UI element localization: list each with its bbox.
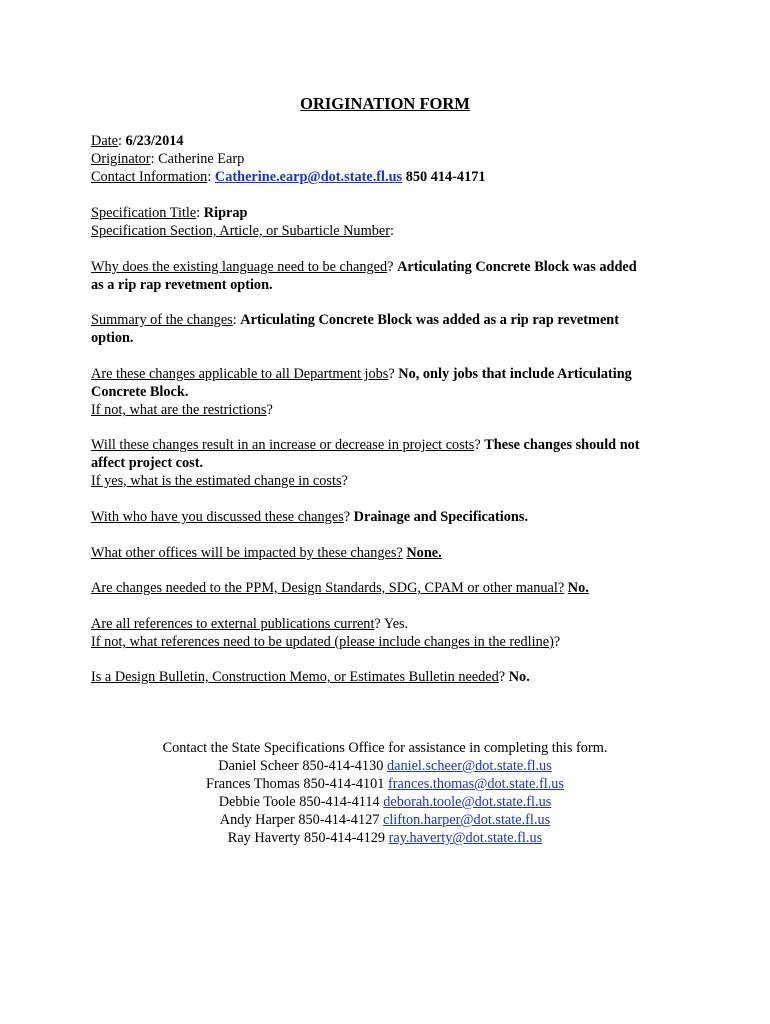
contact-person [0, 793, 770, 811]
form-title: ORIGINATION FORM [300, 94, 470, 113]
references-section [91, 615, 691, 651]
contacts-intro: Contact the State Specifications Office for assistance in completing this form. [162, 740, 608, 756]
bulletin-question: Is a Design Bulletin, Construction Memo, or Estimates Bulletin needed [91, 669, 499, 685]
references-answer: Yes. [383, 616, 409, 632]
offices-answer: None. [406, 545, 442, 561]
why-changed-answer-line1: Articulating Concrete Block was added [397, 259, 637, 275]
originator-email-link[interactable]: Catherine.earp@dot.state.fl.us [214, 169, 403, 185]
offices-line: What other offices will be impacted by these changes? None. [91, 545, 442, 561]
discussed-line: With who have you discussed these changes? Drainage and Specifications. [91, 509, 529, 525]
date-row: Date: 6/23/2014 [91, 133, 184, 149]
contact-person [0, 757, 770, 775]
restrictions-line: If not, what are the restrictions? [91, 402, 273, 418]
manual-question: Are changes needed to the PPM, Design Standards, SDG, CPAM or other manual [91, 580, 558, 596]
applicable-answer-line2: Concrete Block. [91, 384, 189, 400]
summary-answer-line2: option. [91, 330, 134, 346]
manual-line: Are changes needed to the PPM, Design Standards, SDG, CPAM or other manual? No. [91, 580, 589, 596]
contact-email-link[interactable]: frances.thomas@dot.state.fl.us [388, 776, 564, 792]
summary-answer-line1: Articulating Concrete Block was added as a rip rap revetment [240, 312, 619, 328]
references-line1: Are all references to external publications current? Yes. [91, 616, 409, 632]
contact-row: Contact Information: Catherine.earp@dot.state.fl.us 850 414-4171 [91, 169, 486, 185]
originator-row: Originator: Catherine Earp [91, 151, 245, 167]
applicable-line1: Are these changes applicable to all Department jobs? No, only jobs that include Articulating [91, 366, 632, 382]
spec-title-value: Riprap [203, 205, 248, 221]
summary-section [91, 311, 691, 347]
references-followup-line: If not, what references need to be updated (please include changes in the redline)? [91, 634, 561, 650]
discussed-section [91, 508, 691, 526]
offices-question: What other offices will be impacted by these changes [91, 545, 397, 561]
discussed-question: With who have you discussed these changes [91, 509, 344, 525]
bulletin-section [91, 668, 691, 686]
spec-title-label: Specification Title [91, 205, 197, 221]
contact-email-link[interactable]: ray.haverty@dot.state.fl.us [388, 830, 543, 846]
contact-name-phone: Daniel Scheer 850-414-4130 [218, 758, 384, 774]
costs-answer-line2: affect project cost. [91, 455, 204, 471]
why-changed-section [91, 258, 691, 294]
contact-person [0, 775, 770, 793]
spec-section-label: Specification Section, Article, or Subarticle Number [91, 223, 390, 239]
estimated-change-line: If yes, what is the estimated change in costs? [91, 473, 348, 489]
costs-line1: Will these changes result in an increase or decrease in project costs? These changes should not [91, 437, 640, 453]
discussed-answer: Drainage and Specifications. [353, 509, 529, 525]
contact-email-link[interactable]: daniel.scheer@dot.state.fl.us [386, 758, 552, 774]
contact-name-phone: Frances Thomas 850-414-4101 [206, 776, 385, 792]
why-changed-question: Why does the existing language need to be changed [91, 259, 388, 275]
contact-email-link[interactable]: deborah.toole@dot.state.fl.us [383, 794, 552, 810]
offices-section [91, 544, 691, 562]
applicable-section [91, 365, 691, 419]
estimated-change-question: If yes, what is the estimated change in costs [91, 473, 342, 489]
contact-name-phone: Andy Harper 850-414-4127 [219, 812, 380, 828]
applicable-answer-line1: No, only jobs that include Articulating [398, 366, 632, 382]
bulletin-answer: No. [508, 669, 530, 685]
originator-label: Originator [91, 151, 151, 167]
costs-section [91, 436, 691, 490]
references-question: Are all references to external publications current [91, 616, 375, 632]
applicable-question: Are these changes applicable to all Department jobs [91, 366, 389, 382]
spec-title-row: Specification Title: Riprap [91, 205, 248, 221]
summary-question: Summary of the changes [91, 312, 233, 328]
summary-line1: Summary of the changes: Articulating Concrete Block was added as a rip rap revetment [91, 312, 619, 328]
originator-phone: 850 414-4171 [405, 169, 486, 185]
manual-answer: No. [567, 580, 589, 596]
why-changed-answer-line2: as a rip rap revetment option. [91, 277, 273, 293]
contact-person [0, 811, 770, 829]
originator-value: Catherine Earp [158, 151, 245, 167]
references-followup: If not, what references need to be updated (please include changes in the redline) [91, 634, 554, 650]
why-changed-line1: Why does the existing language need to be changed? Articulating Concrete Block was added [91, 259, 637, 275]
costs-question: Will these changes result in an increase or decrease in project costs [91, 437, 475, 453]
header-fields [91, 132, 691, 186]
contact-email-link[interactable]: clifton.harper@dot.state.fl.us [382, 812, 551, 828]
spec-section-row: Specification Section, Article, or Subarticle Number: [91, 223, 394, 239]
contact-label: Contact Information [91, 169, 208, 185]
restrictions-question: If not, what are the restrictions [91, 402, 267, 418]
manual-section [91, 579, 691, 597]
date-value: 6/23/2014 [125, 133, 184, 149]
contact-person [0, 829, 770, 847]
costs-answer-line1: These changes should not [484, 437, 640, 453]
contacts-section [0, 739, 770, 847]
contact-name-phone: Ray Haverty 850-414-4129 [227, 830, 386, 846]
bulletin-line: Is a Design Bulletin, Construction Memo, or Estimates Bulletin needed? No. [91, 669, 530, 685]
specification-fields [91, 204, 691, 240]
date-label: Date [91, 133, 118, 149]
contact-name-phone: Debbie Toole 850-414-4114 [218, 794, 380, 810]
